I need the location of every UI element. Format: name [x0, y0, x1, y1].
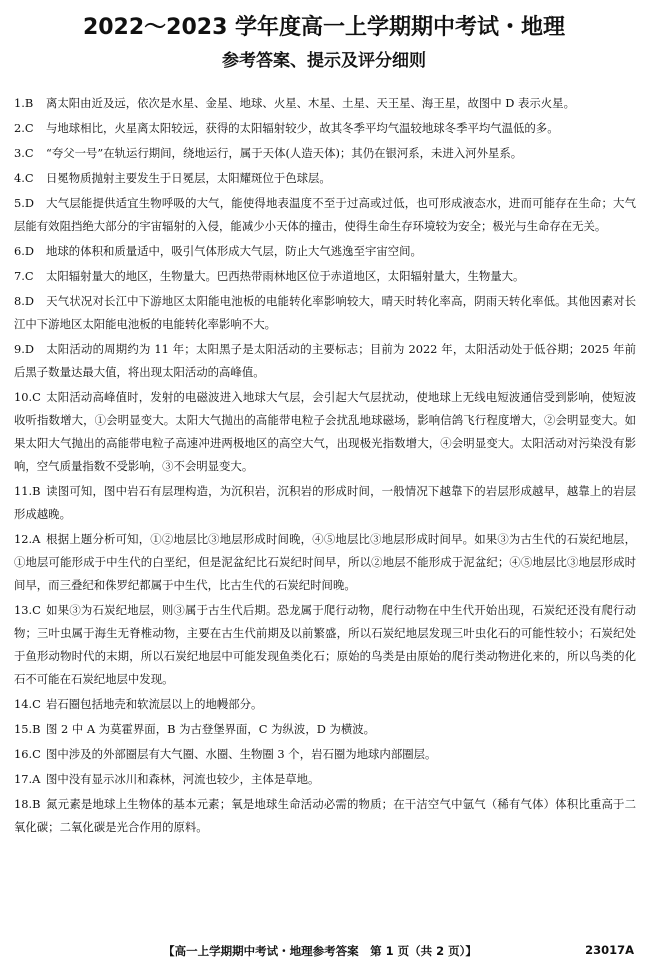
footer-doc-code: 23017A: [585, 943, 634, 957]
answer-text: 氮元素是地球上生物体的基本元素；氧是地球生命活动必需的物质；在干洁空气中氩气（稀有气体）体积比重高于二氧化碳；二氧化碳是光合作用的原料。: [14, 797, 636, 834]
answer-number: 17.A: [14, 772, 41, 786]
answer-number: 3.C: [14, 146, 34, 160]
answer-item: [14, 793, 636, 839]
answer-number: 18.B: [14, 797, 41, 811]
answer-number: 4.C: [14, 171, 34, 185]
answer-text: 图 2 中 A 为莫霍界面，B 为古登堡界面，C 为纵波，D 为横波。: [46, 722, 376, 736]
answer-text: “夸父一号”在轨运行期间，绕地运行，属于天体(人造天体)；其仍在银河系，未进入河外星系。: [46, 146, 523, 160]
answer-text: 与地球相比，火星离太阳较远，获得的太阳辐射较少，故其冬季平均气温较地球冬季平均气温低的多。: [46, 121, 559, 135]
answer-text: 天气状况对长江中下游地区太阳能电池板的电能转化率影响较大，晴天时转化率高，阴雨天转化率低。其他因素对长江中下游地区太阳能电池板的电能转化率影响不大。: [14, 294, 636, 331]
answer-item: [14, 240, 636, 263]
answer-number: 5.D: [14, 196, 35, 210]
answer-item: [14, 290, 636, 336]
answer-item: [14, 117, 636, 140]
answer-number: 14.C: [14, 697, 41, 711]
answer-item: [14, 192, 636, 238]
answer-text: 地球的体积和质量适中，吸引气体形成大气层，防止大气逃逸至宇宙空间。: [46, 244, 422, 258]
answer-number: 16.C: [14, 747, 41, 761]
answer-number: 1.B: [14, 96, 34, 110]
answer-text: 根据上题分析可知，①②地层比③地层形成时间晚，④⑤地层比③地层形成时间早。如果③为古生代的石炭纪地层，①地层可能形成于中生代的白垩纪，但是泥盆纪比石炭纪时间早，所以②地层不能形成于泥盆纪；④⑤地层比③地层形成时间早，而三叠纪和侏罗纪都属于中生代，比古生代的石炭纪时间晚。: [14, 532, 636, 592]
answer-number: 12.A: [14, 532, 41, 546]
answer-text: 读图可知，图中岩石有层理构造，为沉积岩，沉积岩的形成时间，一般情况下越靠下的岩层形成越早，越靠上的岩层形成越晚。: [14, 484, 636, 521]
answer-text: 如果③为石炭纪地层，则③属于古生代后期。恐龙属于爬行动物，爬行动物在中生代开始出现，石炭纪还没有爬行动物；三叶虫属于海生无脊椎动物，主要在古生代前期及以前繁盛，所以石炭纪地层发现三叶虫化石的可能性较小；石炭纪处于鱼形动物时代的末期，所以石炭纪地层中可能发现鱼类化石；原始的鸟类是由原始的爬行类动物进化来的，所以鸟类的化石不可能在石炭纪地层中发现。: [14, 603, 636, 686]
answer-item: [14, 718, 636, 741]
answer-number: 9.D: [14, 342, 35, 356]
answer-text: 离太阳由近及远，依次是水星、金星、地球、火星、木星、土星、天王星、海王星，故图中 D 表示火星。: [46, 96, 575, 110]
answer-item: [14, 743, 636, 766]
answer-text: 岩石圈包括地壳和软流层以上的地幔部分。: [46, 697, 263, 711]
page-title: 2022～2023 学年度高一上学期期中考试・地理: [82, 15, 566, 40]
answer-number: 13.C: [14, 603, 41, 617]
answer-item: [14, 338, 636, 384]
answer-item: [14, 142, 636, 165]
answer-item: [14, 768, 636, 791]
answer-text: 太阳活动高峰值时，发射的电磁波进入地球大气层，会引起大气层扰动，使地球上无线电短波通信受到影响，使短波收听指数增大，①会明显变大。太阳大气抛出的高能带电粒子会扰乱地球磁场，影响信鸽飞行程度增大，②会明显变大。如果太阳大气抛出的高能带电粒子高速冲进两极地区的高空大气，出现极光指数增大，④会明显变大。太阳活动对污染没有影响，空气质量指数不受影响，③不会明显变大。: [14, 390, 636, 473]
answer-item: [14, 265, 636, 288]
answer-number: 10.C: [14, 390, 41, 404]
answer-number: 15.B: [14, 722, 41, 736]
footer-page-info: 【高一上学期期中考试・地理参考答案 第 1 页（共 2 页）】: [163, 944, 477, 958]
answer-item: [14, 528, 636, 597]
answer-text: 图中涉及的外部圈层有大气圈、水圈、生物圈 3 个，岩石圈为地球内部圈层。: [46, 747, 437, 761]
answer-number: 2.C: [14, 121, 34, 135]
answer-item: [14, 480, 636, 526]
answer-text: 图中没有显示冰川和森林，河流也较少，主体是草地。: [46, 772, 320, 786]
answer-number: 8.D: [14, 294, 35, 308]
answer-item: [14, 693, 636, 716]
answer-number: 6.D: [14, 244, 35, 258]
answer-text: 大气层能提供适宜生物呼吸的大气，能使得地表温度不至于过高或过低，也可形成液态水，进而可能存在生命；大气层能有效阻挡绝大部分的宇宙辐射的入侵，能减少小天体的撞击，使得生命生存环境较为安全；极光与生命存在无关。: [14, 196, 636, 233]
answer-number: 11.B: [14, 484, 41, 498]
answer-text: 太阳活动的周期约为 11 年；太阳黑子是太阳活动的主要标志；目前为 2022 年，太阳活动处于低谷期；2025 年前后黑子数量达最大值，将出现太阳活动的高峰值。: [14, 342, 636, 379]
answer-item: [14, 167, 636, 190]
answer-item: [14, 92, 636, 115]
answer-item: [14, 386, 636, 478]
answer-text: 太阳辐射量大的地区，生物量大。巴西热带雨林地区位于赤道地区，太阳辐射量大，生物量大。: [46, 269, 525, 283]
answer-item: [14, 599, 636, 691]
page-subtitle: 参考答案、提示及评分细则: [222, 51, 426, 71]
answer-text: 日冕物质抛射主要发生于日冕层，太阳耀斑位于色球层。: [46, 171, 331, 185]
answer-list: [14, 92, 636, 839]
answer-number: 7.C: [14, 269, 34, 283]
